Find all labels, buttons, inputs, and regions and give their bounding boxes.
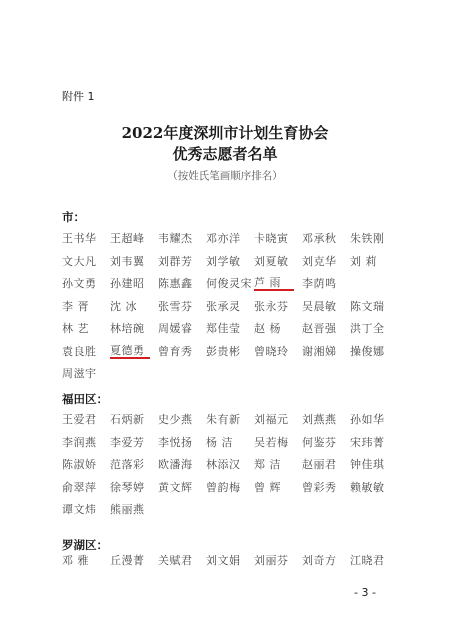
name-list-futian [62, 409, 397, 522]
volunteer-name: 杨 洁 [206, 435, 233, 449]
volunteer-name: 李润燕 [62, 435, 97, 449]
volunteer-name: 朱铁刚 [350, 232, 385, 245]
volunteer-name: 赖敏敏 [350, 480, 385, 494]
volunteer-name: 韦耀杰 [158, 232, 193, 245]
section-heading-city: 市： [62, 210, 85, 224]
volunteer-name: 刘丽芬 [254, 554, 289, 567]
volunteer-name: 操俊娜 [350, 344, 385, 358]
volunteer-name: 吴晨敏 [302, 299, 337, 313]
volunteer-name: 刘夏敏 [254, 254, 289, 268]
volunteer-name: 陈淑娇 [62, 458, 97, 471]
volunteer-name: 孙如华 [350, 413, 385, 426]
volunteer-name: 刘 莉 [350, 254, 377, 268]
volunteer-name: 钟佳琪 [350, 458, 385, 471]
volunteer-name: 刘福元 [254, 413, 289, 426]
document-subtitle: （按姓氏笔画顺序排名） [167, 170, 283, 182]
volunteer-name: 曾彩秀 [302, 480, 337, 494]
name-list-luohu [62, 550, 397, 573]
volunteer-name: 郑 洁 [254, 458, 281, 471]
volunteer-name: 邓承秋 [302, 232, 337, 245]
volunteer-name: 关赋君 [158, 554, 193, 567]
volunteer-name: 欧潘海 [158, 458, 193, 471]
volunteer-name: 孙文勇 [62, 277, 97, 290]
volunteer-name: 王超峰 [110, 232, 145, 245]
volunteer-name: 何俊灵宋 [206, 277, 252, 290]
volunteer-name: 张永芬 [254, 299, 289, 313]
volunteer-name: 曾 辉 [254, 480, 281, 494]
volunteer-name: 丘漫菁 [110, 554, 145, 567]
volunteer-name: 林培碗 [110, 322, 145, 335]
volunteer-name: 熊丽燕 [110, 503, 145, 516]
volunteer-name: 赵丽君 [302, 458, 337, 471]
volunteer-name: 徐琴婷 [110, 480, 145, 494]
volunteer-name [350, 273, 398, 296]
volunteer-name: 陈惠鑫 [158, 277, 193, 290]
volunteer-name: 谭文炜 [62, 503, 97, 516]
volunteer-name: 张承灵 [206, 299, 241, 313]
document-title-line2: 优秀志愿者名单 [172, 145, 278, 163]
volunteer-name: 卡晓寅 [254, 232, 289, 245]
volunteer-name: 沈 冰 [110, 299, 137, 313]
volunteer-name: 刘学敏 [206, 254, 241, 268]
volunteer-name: 范落彩 [110, 458, 145, 471]
name-list-city [62, 228, 397, 386]
volunteer-name: 石炳新 [110, 413, 145, 426]
volunteer-name: 芦 雨 [254, 273, 294, 291]
volunteer-name: 林 艺 [62, 322, 89, 335]
volunteer-name: 李爱芳 [110, 435, 145, 449]
page-number: - 3 - [354, 586, 376, 599]
section-heading-futian: 福田区： [62, 392, 108, 406]
volunteer-name: 李悦扬 [158, 435, 193, 449]
volunteer-name: 夏德勇 [110, 341, 150, 359]
volunteer-name: 刘群芳 [158, 254, 193, 268]
volunteer-name: 何鉴芬 [302, 435, 337, 449]
section-heading-luohu: 罗湖区： [62, 538, 108, 552]
volunteer-name: 周媛睿 [158, 322, 193, 335]
volunteer-name: 文大凡 [62, 254, 97, 268]
volunteer-name: 谢湘娣 [302, 344, 337, 358]
volunteer-name: 朱有新 [206, 413, 241, 426]
volunteer-name: 陈文瑞 [350, 299, 385, 313]
volunteer-name: 孙建昭 [110, 277, 145, 290]
volunteer-name: 李荫鸣 [302, 277, 337, 290]
volunteer-name: 洪丁全 [350, 322, 385, 335]
volunteer-name: 黄文辉 [158, 480, 193, 494]
volunteer-name: 曾晓玲 [254, 344, 289, 358]
volunteer-name: 俞翠萍 [62, 480, 97, 494]
volunteer-name: 刘韦翼 [110, 254, 145, 268]
document-title: 2022年度深圳市计划生育协会 [121, 124, 329, 142]
volunteer-name: 刘克华 [302, 254, 337, 268]
volunteer-name: 刘奇方 [302, 554, 337, 567]
volunteer-name: 林添汉 [206, 458, 241, 471]
volunteer-name: 刘燕燕 [302, 413, 337, 426]
volunteer-name: 刘文娟 [206, 554, 241, 567]
volunteer-name: 袁良胜 [62, 344, 97, 358]
volunteer-name: 史少燕 [158, 413, 193, 426]
volunteer-name: 赵晋强 [302, 322, 337, 335]
volunteer-name: 王爱君 [62, 413, 97, 426]
volunteer-name: 周滋宇 [62, 367, 97, 380]
volunteer-name: 宋玮菁 [350, 435, 385, 449]
volunteer-name: 彭贵彬 [206, 344, 241, 358]
volunteer-name: 张雪芬 [158, 299, 193, 313]
volunteer-name: 郑佳莹 [206, 322, 241, 335]
volunteer-name: 曾育秀 [158, 344, 193, 358]
volunteer-name: 江晓君 [350, 554, 385, 567]
volunteer-name: 赵 杨 [254, 322, 281, 335]
attachment-label: 附件 1 [62, 90, 95, 103]
volunteer-name: 邓亦洋 [206, 232, 241, 245]
volunteer-name: 邓 雅 [62, 554, 89, 567]
volunteer-name: 王书华 [62, 232, 97, 245]
volunteer-name: 吴若梅 [254, 435, 289, 449]
volunteer-name: 曾韵梅 [206, 480, 241, 494]
volunteer-name: 李 胥 [62, 299, 89, 313]
